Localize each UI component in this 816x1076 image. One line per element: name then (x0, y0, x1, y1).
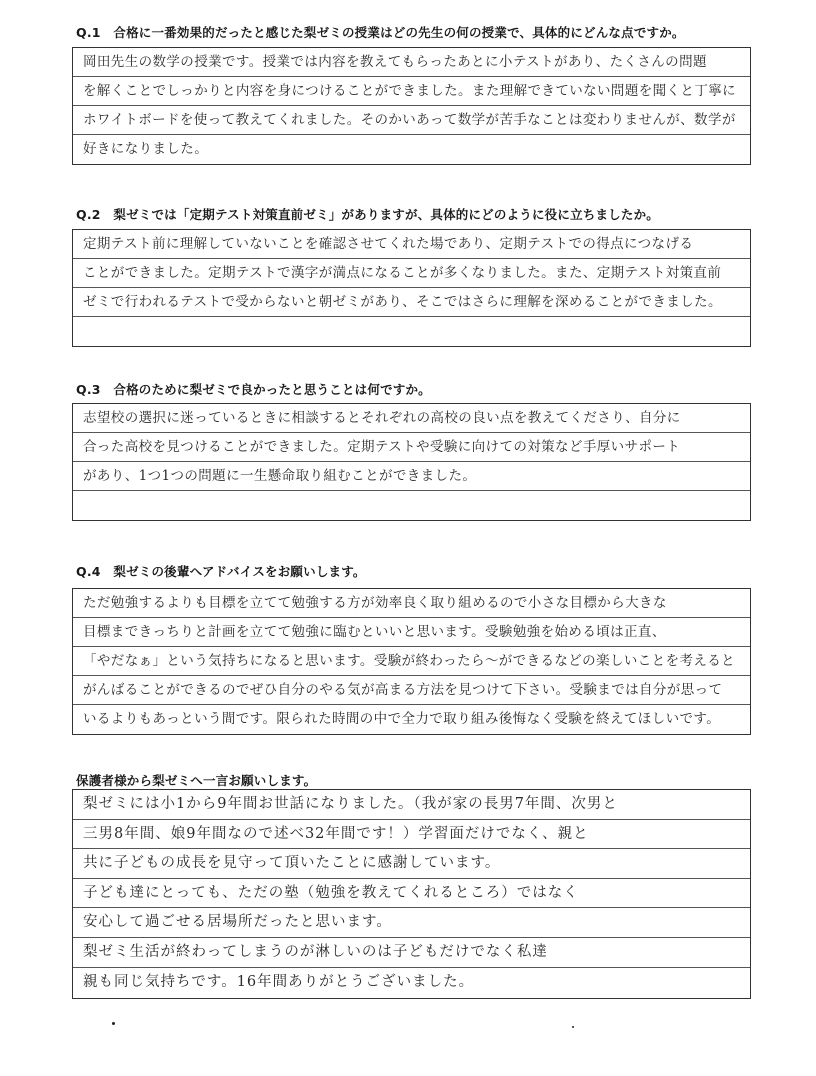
parent-message-line: 梨ゼミには小1から9年間お世話になりました。（我が家の長男7年間、次男と (73, 790, 750, 820)
pen-dot-mark (112, 1022, 115, 1025)
answer-1-box (72, 47, 751, 165)
answer-3-line: 志望校の選択に迷っているときに相談するとそれぞれの高校の良い点を教えてくださり、自分に (73, 404, 750, 433)
answer-2-line: ゼミで行われるテストで受からないと朝ゼミがあり、そこではさらに理解を深めることができました。 (73, 288, 750, 317)
answer-4-box (72, 588, 751, 735)
parent-message-line: 三男8年間、娘9年間なので述べ32年間です！）学習面だけでなく、親と (73, 820, 750, 850)
parent-message-line: 親も同じ気持ちです。16年間ありがとうございました。 (83, 973, 475, 990)
parent-message-line: 子ども達にとっても、ただの塾（勉強を教えてくれるところ）ではなく (73, 879, 750, 909)
parent-message-line: 安心して過ごせる居場所だったと思います。 (73, 908, 750, 938)
answer-2-line: ことができました。定期テストで漢字が満点になることが多くなりました。また、定期テスト対策直前 (73, 259, 750, 288)
answer-2-box (72, 229, 751, 347)
answer-1-line: を解くことでしっかりと内容を身につけることができました。また理解できていない問題を聞くと丁寧に (73, 77, 750, 106)
answer-1-line: 好きになりました。 (83, 141, 209, 157)
answer-4-line: いるよりもあっという間です。限られた時間の中で全力で取り組み後悔なく受験を終えてほしいです。 (83, 711, 721, 727)
answer-3-line: があり、1つ1つの問題に一生懸命取り組むことができました。 (73, 462, 750, 491)
answer-4-line: がんばることができるのでぜひ自分のやる気が高まる方法を見つけて下さい。受験までは自分が思って (73, 676, 750, 705)
answer-4-line: ただ勉強するよりも目標を立てて勉強する方が効率良く取り組めるので小さな目標から大きな (73, 589, 750, 618)
answer-4-line: 「やだなぁ」という気持ちになると思います。受験が終わったら〜ができるなどの楽しいことを考えると (73, 647, 750, 676)
answer-2-line: 定期テスト前に理解していないことを確認させてくれた場であり、定期テストでの得点につなげる (73, 230, 750, 259)
parent-message-heading: 保護者様から梨ゼミへ一言お願いします。 (76, 773, 317, 788)
answer-1-line: 岡田先生の数学の授業です。授業では内容を教えてもらったあとに小テストがあり、たくさんの問題 (73, 48, 750, 77)
parent-message-line: 梨ゼミ生活が終わってしまうのが淋しいのは子どもだけでなく私達 (73, 938, 750, 968)
answer-2-line (73, 317, 750, 346)
answer-3-line: 合った高校を見つけることができました。定期テストや受験に向けての対策など手厚いサポート (73, 433, 750, 462)
answer-4-line: 目標まできっちりと計画を立てて勉強に臨むといいと思います。受験勉強を始める頃は正直、 (73, 618, 750, 647)
parent-message-line: 共に子どもの成長を見守って頂いたことに感謝しています。 (73, 849, 750, 879)
question-4-heading: Q.4 梨ゼミの後輩へアドバイスをお願いします。 (76, 564, 366, 579)
answer-3-line (73, 491, 750, 520)
answer-1-line: ホワイトボードを使って教えてくれました。そのかいあって数学が苦手なことは変わりませんが、数学が (73, 106, 750, 135)
pen-dot-mark (572, 1026, 574, 1028)
answer-3-box (72, 403, 751, 521)
question-3-heading: Q.3 合格のために梨ゼミで良かったと思うことは何ですか。 (76, 382, 431, 397)
question-2-heading: Q.2 梨ゼミでは「定期テスト対策直前ゼミ」がありますが、具体的にどのように役に立ちましたか。 (76, 207, 659, 222)
parent-message-box (72, 789, 751, 999)
question-1-heading: Q.1 合格に一番効果的だったと感じた梨ゼミの授業はどの先生の何の授業で、具体的にどんな点ですか。 (76, 25, 685, 40)
